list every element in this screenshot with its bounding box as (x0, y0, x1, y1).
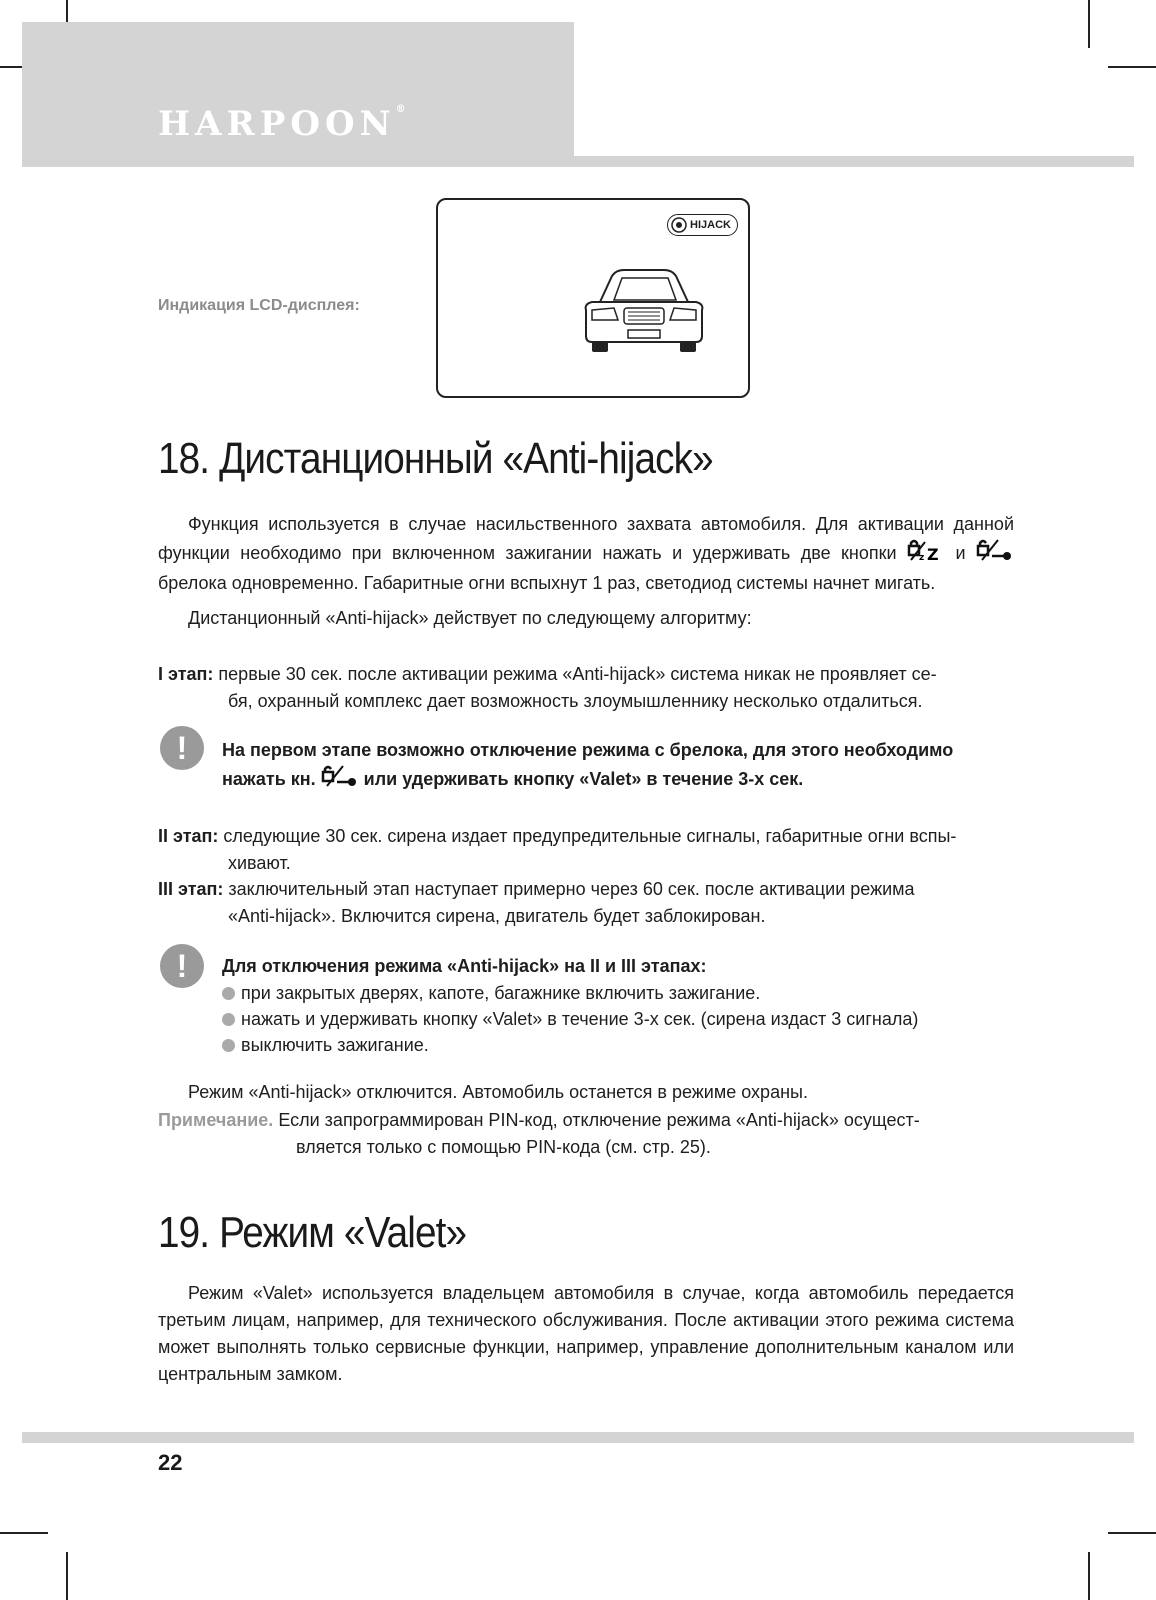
logo-registered-mark: ® (395, 104, 406, 115)
result-text: Режим «Anti-hijack» отключится. Автомобиль останется в режиме охраны. (188, 1082, 808, 1102)
stage-3 (158, 876, 1014, 930)
logo-text: HARPOON (158, 104, 396, 144)
unlock-key-icon (321, 764, 359, 796)
stage-2-cont: хивают. (228, 853, 291, 873)
note-text: Если запрограммирован PIN-код, отключение режима «Anti-hijack» осущест- (278, 1110, 920, 1130)
section-18-intro (158, 511, 1014, 597)
note-label: Примечание. (158, 1110, 274, 1130)
footer-rule (22, 1432, 1134, 1443)
svg-text:Z: Z (927, 545, 939, 562)
stage-1-cont: бя, охранный комплекс дает возможность злоумышленнику несколько отдалиться. (228, 691, 923, 711)
stage-3-text: заключительный этап наступает примерно через 60 сек. после активации режима (228, 879, 915, 899)
crop-mark (1088, 1552, 1090, 1600)
warning-1-text-b: или удерживать кнопку «Valet» в течение 3-х сек. (363, 768, 804, 789)
stage-1-label: I этап: (158, 664, 214, 684)
algorithm-text: Дистанционный «Anti-hijack» действует по следующему алгоритму: (188, 608, 752, 628)
crop-mark (1108, 1532, 1156, 1534)
intro-text-2: брелока одновременно. Габаритные огни вспыхнут 1 раз, светодиод системы начнет мигать. (158, 573, 936, 593)
intro-text-1: Функция используется в случае насильственного захвата автомобиля. Для активации данной функции необходимо при включенном зажигании нажать и удерживать две кнопки (158, 514, 1014, 563)
stage-2 (158, 823, 1014, 877)
car-icon (578, 266, 708, 358)
warning-1-text-a: На первом этапе возможно отключение режима с брелока, для этого необходимо нажать кн. (222, 740, 954, 789)
harpoon-logo (158, 104, 406, 144)
algorithm-line (158, 605, 1014, 632)
header-rule (22, 156, 1134, 167)
header-band (22, 22, 574, 166)
hijack-badge-text: HIJACK (690, 219, 731, 231)
warning-2-title: Для отключения режима «Anti-hijack» на II и III этапах: (222, 956, 707, 976)
warning-icon: ! (160, 944, 204, 988)
section-19-title: 19. Режим «Valet» (158, 1208, 467, 1257)
list-item (222, 1006, 918, 1032)
list-item-text: при закрытых дверях, капоте, багажнике включить зажигание. (241, 983, 761, 1003)
list-item-text: нажать и удерживать кнопку «Valet» в течение 3-х сек. (сирена издаст 3 сигнала) (241, 1009, 919, 1029)
stage-1-text: первые 30 сек. после активации режима «Anti-hijack» система никак не проявляет се- (218, 664, 937, 684)
bullet-dot-icon (222, 1039, 235, 1052)
intro-and: и (955, 542, 966, 563)
svg-text:z: z (919, 553, 925, 562)
list-item (222, 1032, 429, 1058)
crop-mark (1108, 66, 1156, 68)
note (158, 1107, 1014, 1161)
list-item-text: выключить зажигание. (241, 1035, 429, 1055)
lcd-label: Индикация LCD-дисплея: (158, 297, 360, 314)
unlock-key-icon (976, 538, 1014, 570)
warning-1-text (222, 736, 1014, 796)
warning-icon: ! (160, 726, 204, 770)
section-19-text (158, 1280, 1014, 1388)
lock-sleep-icon (907, 538, 945, 570)
section-19-paragraph: Режим «Valet» используется владельцем автомобиля в случае, когда автомобиль передается третьим лицам, например, для технического обслуживания. После активации этого режима система может выполнять только сервисные функции, например, управление дополнительным каналом или центральным замком. (158, 1283, 1014, 1384)
bullet-dot-icon (222, 1013, 235, 1026)
result-line (158, 1079, 1014, 1106)
stage-3-label: III этап: (158, 879, 224, 899)
section-18-title: 18. Дистанционный «Anti-hijack» (158, 434, 713, 483)
lcd-display-box (436, 198, 750, 398)
crop-mark (66, 1552, 68, 1600)
list-item (222, 980, 760, 1006)
hijack-icon (671, 217, 687, 233)
hijack-badge (667, 214, 738, 236)
stage-2-text: следующие 30 сек. сирена издает предупредительные сигналы, габаритные огни вспы- (223, 826, 957, 846)
crop-mark (1088, 0, 1090, 48)
bullet-dot-icon (222, 987, 235, 1000)
stage-2-label: II этап: (158, 826, 219, 846)
stage-3-cont: «Anti-hijack». Включится сирена, двигатель будет заблокирован. (228, 906, 766, 926)
stage-1 (158, 661, 1014, 715)
note-cont: вляется только с помощью PIN-кода (см. стр. 25). (296, 1137, 711, 1157)
crop-mark (0, 1532, 48, 1534)
page-number: 22 (158, 1450, 183, 1475)
